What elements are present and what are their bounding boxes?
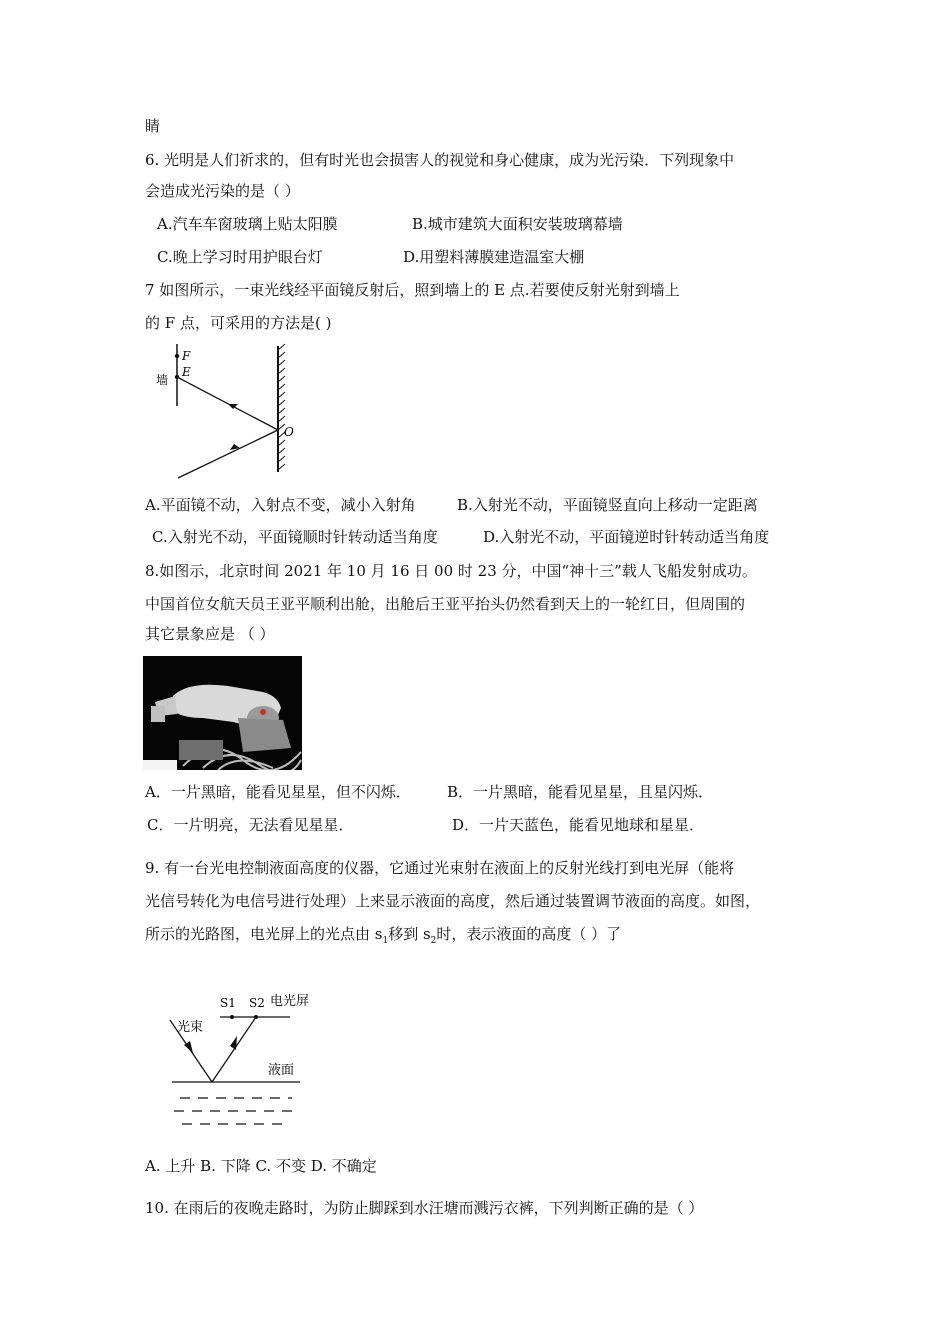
label-e: E	[182, 365, 191, 379]
q9-options: A. 上升 B. 下降 C. 不变 D. 不确定	[145, 1157, 377, 1175]
q9-stem-line2: 光信号转化为电信号进行处理）上来显示液面的高度，然后通过装置调节液面的高度。如图，	[145, 892, 761, 910]
q6-option-a: A.汽车车窗玻璃上贴太阳膜	[157, 215, 338, 233]
q9-light-path-figure	[160, 990, 320, 1130]
q7-option-b: B.入射光不动，平面镜竖直向上移动一定距离	[457, 496, 758, 514]
label-o: O	[284, 425, 294, 439]
q10-stem-line1: 10. 在雨后的夜晚走路时，为防止脚踩到水汪塘而溅污衣裤，下列判断正确的是（ ）	[145, 1199, 704, 1217]
q8-option-c: C．一片明亮，无法看见星星．	[147, 816, 354, 834]
q9-line3-part-a: 所示的光路图，电光屏上的光点由 s	[145, 925, 383, 943]
q9-subscript-1: 1	[382, 936, 389, 946]
label-liquid: 液面	[268, 1063, 295, 1078]
q9-stem-line3	[145, 924, 621, 951]
q7-option-a: A.平面镜不动，入射点不变，减小入射角	[145, 496, 416, 514]
reflected-beam	[212, 1017, 256, 1082]
q6-stem-line1: 6. 光明是人们祈求的，但有时光也会损害人的视觉和身心健康，成为光污染．下列现象中	[145, 151, 735, 169]
q6-option-c: C.晚上学习时用护眼台灯	[157, 248, 323, 266]
q7-option-c: C.入射光不动，平面镜顺时针转动适当角度	[152, 528, 438, 546]
point-s1	[230, 1015, 234, 1019]
q8-stem-line3: 其它景象应是 （ ）	[145, 625, 275, 643]
q5-tail-text: 睛	[145, 117, 161, 135]
q6-option-b: B.城市建筑大面积安装玻璃幕墙	[412, 215, 623, 233]
reflected-ray	[177, 377, 278, 430]
label-s2: S2	[249, 996, 265, 1010]
mirror-hatching	[278, 344, 285, 470]
q6-option-d: D.用塑料薄膜建造温室大棚	[403, 248, 585, 266]
label-f: F	[182, 349, 191, 363]
q8-option-d: D．一片天蓝色，能看见地球和星星．	[452, 816, 705, 834]
label-screen: 电光屏	[270, 994, 310, 1009]
q9-line3-part-c: 时，表示液面的高度（ ）了	[436, 925, 622, 943]
q8-stem-line1: 8.如图示，北京时间 2021 年 10 月 16 日 00 时 23 分，中国“神十三”载人飞船发射成功。	[145, 562, 757, 580]
q9-subscript-2: 2	[430, 936, 437, 946]
q7-stem-line2: 的 F 点，可采用的方法是( )	[145, 314, 332, 332]
q7-option-d: D.入射光不动，平面镜逆时针转动适当角度	[483, 528, 770, 546]
q8-astronaut-photo	[143, 656, 302, 770]
q7-stem-line1: 7 如图所示，一束光线经平面镜反射后，照到墙上的 E 点.若要使反射光射到墙上	[145, 281, 680, 299]
label-beam: 光束	[177, 1020, 204, 1035]
q6-stem-line2: 会造成光污染的是（ ）	[145, 182, 300, 200]
incident-ray	[178, 430, 278, 478]
reflected-beam-arrow	[230, 1036, 237, 1050]
liquid-dashes	[174, 1098, 300, 1124]
point-f	[175, 354, 179, 358]
q9-stem-line1: 9. 有一台光电控制液面高度的仪器，它通过光束射在液面上的反射光线打到电光屏（能将	[145, 859, 735, 877]
label-wall: 墙	[156, 373, 169, 387]
q8-stem-line2: 中国首位女航天员王亚平顺利出舱，出舱后王亚平抬头仍然看到天上的一轮红日，但周围的	[145, 595, 746, 613]
q9-line3-part-b: 移到 s	[388, 925, 431, 943]
label-s1: S1	[220, 996, 236, 1010]
q7-mirror-figure	[150, 342, 310, 482]
q8-option-a: A．一片黑暗，能看见星星，但不闪烁．	[145, 783, 411, 801]
q8-option-b: B．一片黑暗，能看见星星，且星闪烁．	[447, 783, 714, 801]
